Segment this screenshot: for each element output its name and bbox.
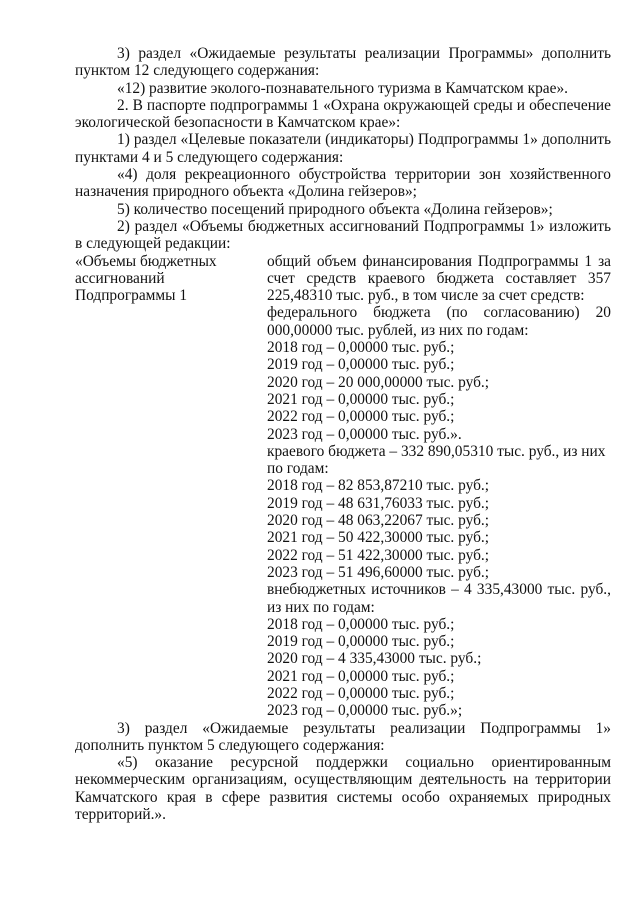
federal-year-2019: 2019 год – 0,00000 тыс. руб.; bbox=[267, 356, 455, 374]
regional-year-2023: 2023 год – 51 496,60000 тыс. руб.; bbox=[267, 563, 490, 581]
extrabudget-year-2019: 2019 год – 0,00000 тыс. руб.; bbox=[267, 633, 455, 651]
budget-table-label: «Объемы бюджетных ассигнований Подпрограммы 1 bbox=[75, 252, 217, 305]
budget-table-label-cell bbox=[75, 253, 267, 720]
paragraph-top-7: 2) раздел «Объемы бюджетных ассигнований Подпрограммы 1» изложить в следующей редакции: bbox=[75, 217, 611, 253]
paragraph-top-1: 3) раздел «Ожидаемые результаты реализации Программы» дополнить пунктом 12 следующего содержания: bbox=[75, 45, 611, 80]
paragraph-top-4: 1) раздел «Целевые показатели (индикаторы) Подпрограммы 1» дополнить пунктами 4 и 5 следующего содержания: bbox=[75, 131, 611, 166]
regional-year-2021: 2021 год – 50 422,30000 тыс. руб.; bbox=[267, 529, 490, 547]
extrabudget-header: внебюджетных источников – 4 335,43000 тыс. руб., из них по годам: bbox=[267, 581, 611, 616]
budget-table bbox=[75, 253, 611, 720]
extrabudget-year-2021: 2021 год – 0,00000 тыс. руб.; bbox=[267, 667, 455, 685]
paragraph-top-2: «12) развитие эколого-познавательного туризма в Камчатском крае». bbox=[117, 79, 569, 97]
paragraph-top-3: 2. В паспорте подпрограммы 1 «Охрана окружающей среды и обеспечение экологической безопасности в Камчатском крае»: bbox=[75, 96, 611, 132]
regional-year-2022: 2022 год – 51 422,30000 тыс. руб.; bbox=[267, 546, 490, 564]
extrabudget-year-2018: 2018 год – 0,00000 тыс. руб.; bbox=[267, 615, 455, 633]
regional-budget-header: краевого бюджета – 332 890,05310 тыс. руб., из них по годам: bbox=[267, 442, 606, 478]
extrabudget-year-2020: 2020 год – 4 335,43000 тыс. руб.; bbox=[267, 650, 482, 668]
budget-intro: общий объем финансирования Подпрограммы 1 за счет средств краевого бюджета составляет 357 225,48310 тыс. руб., в том числе за счет средств: bbox=[267, 252, 611, 305]
paragraph-top-5: «4) доля рекреационного обустройства территории зон хозяйственного назначения природного объекта «Долина гейзеров»; bbox=[75, 166, 611, 201]
extrabudget-year-2023: 2023 год – 0,00000 тыс. руб.»; bbox=[267, 702, 463, 720]
regional-year-2019: 2019 год – 48 631,76033 тыс. руб.; bbox=[267, 494, 490, 512]
federal-year-2020: 2020 год – 20 000,00000 тыс. руб.; bbox=[267, 373, 490, 391]
paragraph-top-6: 5) количество посещений природного объекта «Долина гейзеров»; bbox=[117, 200, 553, 218]
regional-year-2018: 2018 год – 82 853,87210 тыс. руб.; bbox=[267, 477, 490, 495]
regional-year-2020: 2020 год – 48 063,22067 тыс. руб.; bbox=[267, 512, 490, 530]
paragraph-bottom-1: 3) раздел «Ожидаемые результаты реализации Подпрограммы 1» дополнить пунктом 5 следующего содержания: bbox=[75, 719, 611, 754]
extrabudget-year-2022: 2022 год – 0,00000 тыс. руб.; bbox=[267, 684, 455, 702]
federal-year-2023: 2023 год – 0,00000 тыс. руб.». bbox=[267, 425, 462, 443]
document-page bbox=[75, 45, 611, 823]
federal-year-2021: 2021 год – 0,00000 тыс. руб.; bbox=[267, 390, 455, 408]
federal-year-2022: 2022 год – 0,00000 тыс. руб.; bbox=[267, 408, 455, 426]
federal-budget-header: федерального бюджета (по согласованию) 20 000,00000 тыс. рублей, из них по годам: bbox=[267, 304, 611, 339]
budget-table-value-cell bbox=[267, 253, 611, 720]
federal-year-2018: 2018 год – 0,00000 тыс. руб.; bbox=[267, 339, 455, 357]
paragraph-bottom-2: «5) оказание ресурсной поддержки социально ориентированным некоммерческим организациям, осуществляющим деятельность на территории Камчатского края в сфере развития системы особо охраняемых природных территорий.». bbox=[75, 754, 611, 824]
